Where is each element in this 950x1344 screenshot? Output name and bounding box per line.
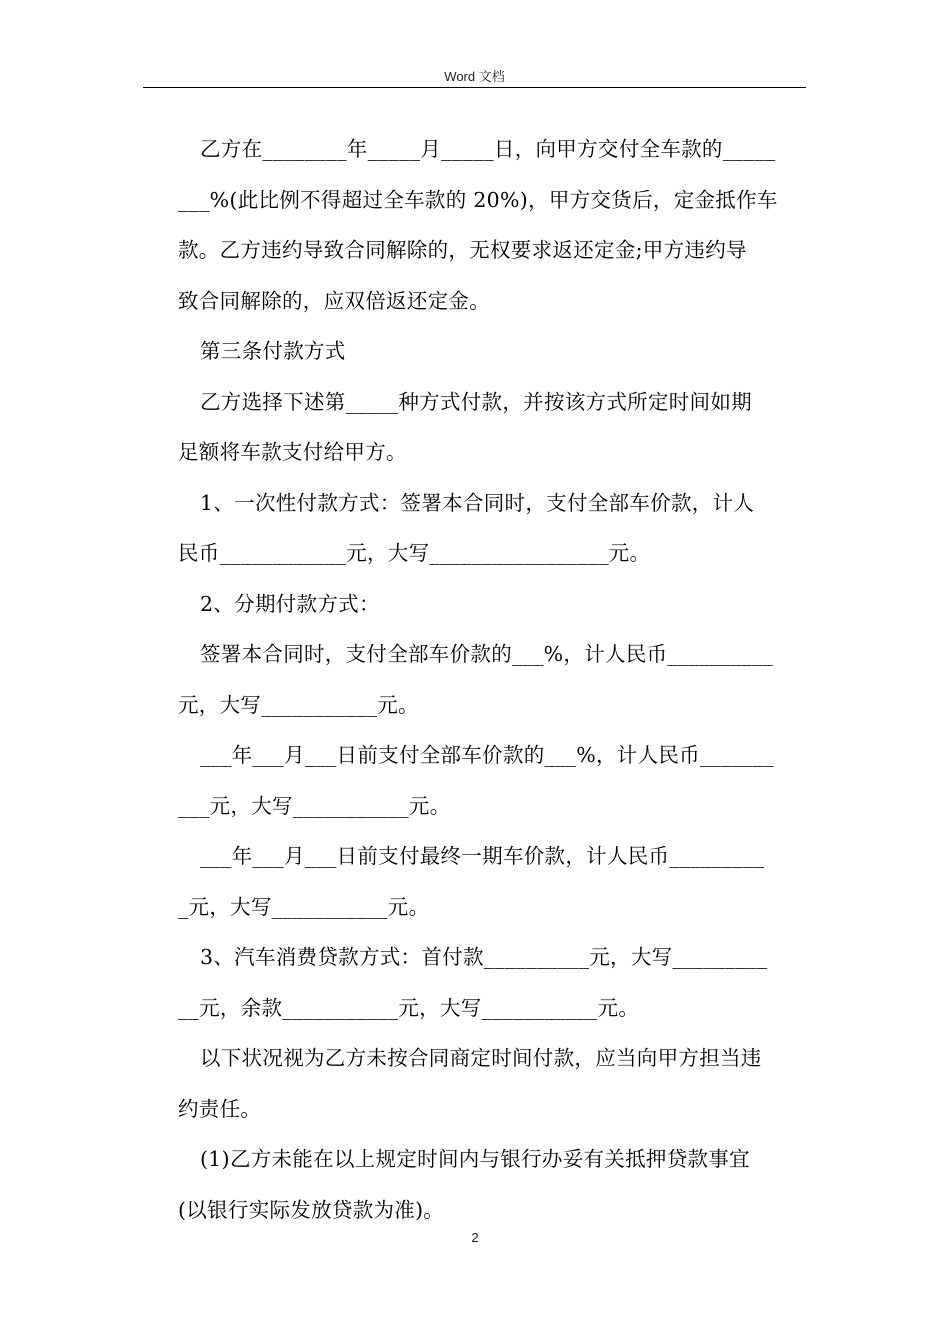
page-header: Word 文档 (444, 69, 505, 84)
paragraph-line: 足额将车款支付给甲方。 (178, 440, 407, 464)
section-heading: 第三条付款方式 (200, 339, 346, 363)
header-divider (143, 87, 806, 88)
paragraph-line: 元，大写___________元。 (178, 692, 419, 717)
document-body (178, 124, 806, 1235)
paragraph-line: 款。乙方违约导致合同解除的，无权要求返还定金;甲方违约导 (178, 238, 747, 262)
paragraph-line: 乙方选择下述第_____种方式付款，并按该方式所定时间如期 (200, 389, 752, 414)
paragraph-line: 乙方在________年_____月_____日，向甲方交付全车款的_____ (200, 137, 776, 161)
paragraph-line: 3、汽车消费贷款方式：首付款__________元，大写_________ (200, 945, 768, 969)
paragraph-line: _元，大写___________元。 (178, 894, 430, 919)
paragraph-line: __元，余款___________元，大写___________元。 (178, 995, 640, 1020)
paragraph-line: 致合同解除的，应双倍返还定金。 (178, 288, 490, 313)
paragraph-line: 约责任。 (178, 1096, 262, 1121)
paragraph-line: ___元，大写___________元。 (178, 793, 451, 818)
paragraph-line: 民币____________元，大写_________________元。 (178, 541, 651, 565)
paragraph-line: (1)乙方未能在以上规定时间内与银行办妥有关抵押贷款事宜 (200, 1147, 750, 1171)
paragraph-line: ___%(此比例不得超过全车款的 20%)，甲方交货后，定金抵作车 (178, 187, 778, 212)
paragraph-line: 1、一次性付款方式：签署本合同时，支付全部车价款，计人 (200, 490, 755, 515)
paragraph-line: 以下状况视为乙方未按合同商定时间付款，应当向甲方担当违 (200, 1046, 762, 1070)
paragraph-line: 签署本合同时，支付全部车价款的___%，计人民币__________ (200, 642, 773, 666)
paragraph-line: ___年___月___日前支付最终一期车价款，计人民币_________ (200, 844, 765, 868)
paragraph-line: 2、分期付款方式： (200, 591, 380, 616)
page-number: 2 (471, 1230, 479, 1245)
paragraph-line: (以银行实际发放贷款为准)。 (178, 1197, 445, 1222)
paragraph-line: ___年___月___日前支付全部车价款的___%，计人民币_______ (200, 743, 774, 767)
